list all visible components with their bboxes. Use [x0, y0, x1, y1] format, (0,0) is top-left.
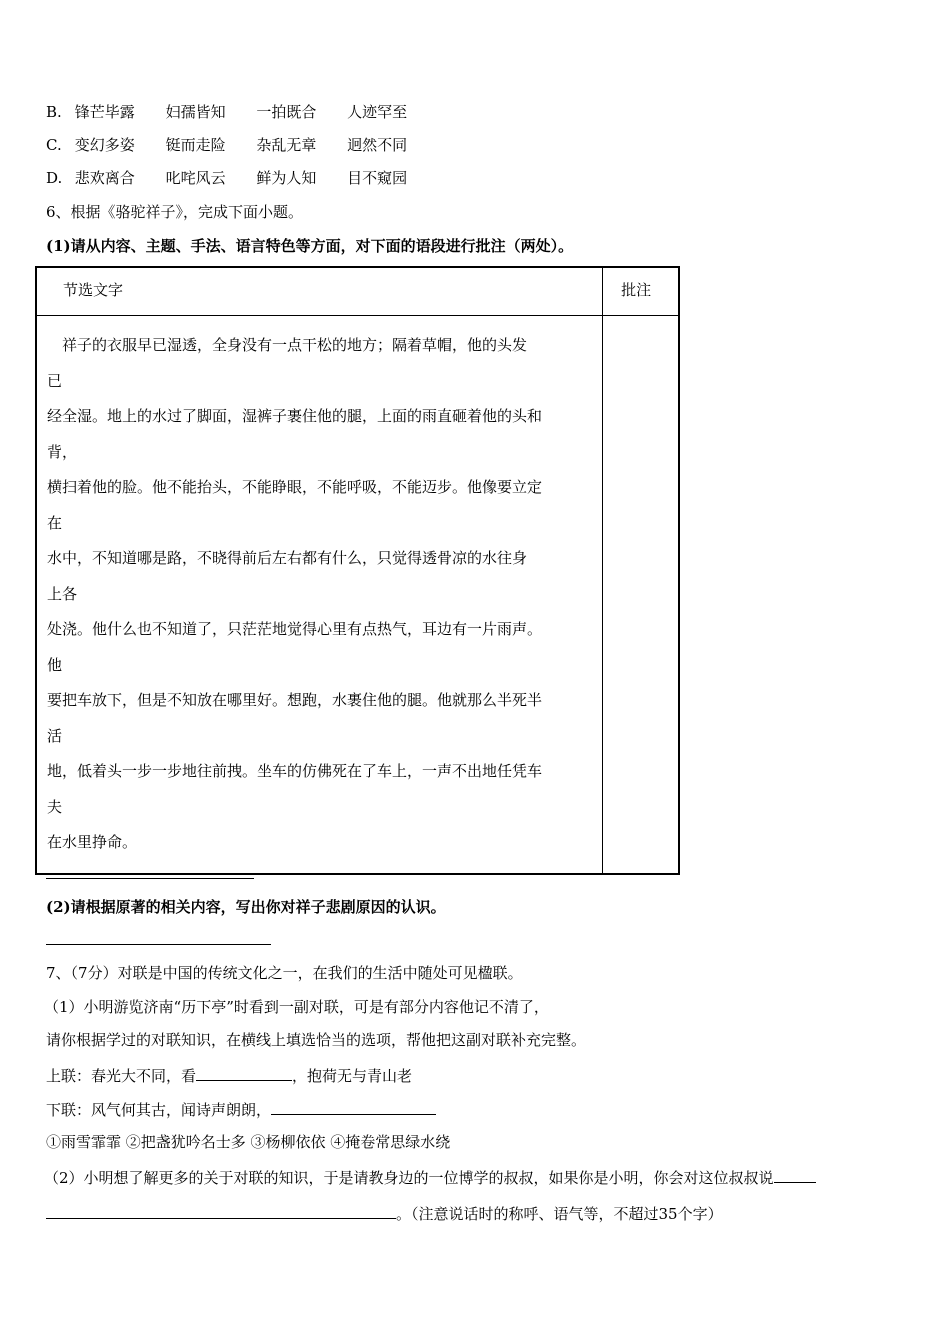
- option-word: 悲欢离合: [74, 169, 135, 187]
- passage-line: 处浇。他什么也不知道了，只茫茫地觉得心里有点热气，耳边有一片雨声。: [47, 620, 543, 638]
- q7-title: 7、（7分）对联是中国的传统文化之一，在我们的生活中随处可见楹联。: [46, 964, 523, 982]
- option-word: 鲜为人知: [256, 169, 317, 187]
- upper-couplet: [46, 1064, 412, 1086]
- upper-couplet-suffix: ，抱荷无与青山老: [292, 1067, 413, 1085]
- annotation-cell[interactable]: [603, 316, 679, 874]
- option-c: [46, 135, 433, 155]
- q6-sub1: (1)请从内容、主题、手法、语言特色等方面，对下面的语段进行批注（两处）。: [46, 237, 574, 255]
- table-header-passage: 节选文字: [36, 267, 603, 316]
- q7-sub1-line1: （1）小明游览济南“历下亭”时看到一副对联，可是有部分内容他记不清了，: [44, 998, 549, 1016]
- q7-sub1-line2: 请你根据学过的对联知识，在横线上填选恰当的选项，帮他把这副对联补充完整。: [46, 1031, 587, 1049]
- answer-line-q6-2[interactable]: [46, 944, 271, 945]
- option-key: C.: [46, 136, 62, 154]
- option-b: [46, 102, 433, 122]
- option-word: 锋芒毕露: [74, 103, 135, 121]
- upper-couplet-blank[interactable]: [196, 1064, 292, 1081]
- option-key: B.: [46, 103, 62, 121]
- q6-sub2: (2)请根据原著的相关内容，写出你对祥子悲剧原因的认识。: [46, 898, 446, 916]
- option-word: 目不窥园: [347, 169, 408, 187]
- option-word: 铤而走险: [165, 136, 226, 154]
- passage-line: 已: [47, 371, 63, 390]
- passage-line: 上各: [47, 584, 78, 603]
- passage-line: 活: [47, 726, 63, 745]
- q7-sub2-answer: [46, 1202, 723, 1224]
- upper-couplet-prefix: 上联：春光大不同，看: [46, 1067, 197, 1085]
- q6-title: 6、根据《骆驼祥子》，完成下面小题。: [46, 203, 304, 221]
- passage-line: 在: [47, 513, 63, 532]
- passage-line: 在水里挣命。: [47, 833, 138, 851]
- option-word: 迥然不同: [347, 136, 408, 154]
- option-key: D.: [46, 169, 63, 187]
- option-word: 变幻多姿: [74, 136, 135, 154]
- passage-line: 要把车放下，但是不知放在哪里好。想跑，水裹住他的腿。他就那么半死半: [47, 691, 543, 709]
- q7-sub2-blank[interactable]: [46, 1202, 396, 1219]
- answer-line-q6-1[interactable]: [46, 878, 254, 879]
- option-word: 一拍既合: [256, 103, 317, 121]
- passage-line: 横扫着他的脸。他不能抬头，不能睁眼，不能呼吸，不能迈步。他像要立定: [47, 478, 543, 496]
- passage-line: 他: [47, 655, 63, 674]
- passage-line: 经全湿。地上的水过了脚面，湿裤子裹住他的腿，上面的雨直砸着他的头和: [47, 407, 543, 425]
- option-word: 杂乱无章: [256, 136, 317, 154]
- q7-sub2: [44, 1166, 816, 1188]
- passage-cell: [36, 316, 603, 874]
- q7-sub2-text: （2）小明想了解更多的关于对联的知识，于是请教身边的一位博学的叔叔，如果你是小明，你会对这位叔叔说: [44, 1169, 774, 1187]
- q7-choices: ①雨雪霏霏 ②把盏犹吟名士多 ③杨柳依依 ④掩卷常思绿水绕: [46, 1133, 451, 1151]
- option-word: 叱咤风云: [165, 169, 226, 187]
- lower-couplet-prefix: 下联：风气何其古，闻诗声朗朗，: [46, 1101, 272, 1119]
- annotation-table: [35, 266, 680, 875]
- passage-line: 夫: [47, 797, 63, 816]
- passage-line: 背，: [47, 442, 78, 461]
- passage-line: 祥子的衣服早已湿透，全身没有一点干松的地方；隔着草帽，他的头发: [47, 336, 528, 354]
- option-word: 人迹罕至: [347, 103, 408, 121]
- lower-couplet: [46, 1098, 436, 1120]
- option-d: [46, 168, 433, 188]
- q7-sub2-note: 。（注意说话时的称呼、语气等，不超过35个字）: [396, 1205, 723, 1223]
- q7-sub2-blank-end[interactable]: [774, 1166, 816, 1183]
- table-header-annotation: 批注: [603, 267, 679, 316]
- lower-couplet-blank[interactable]: [271, 1098, 436, 1115]
- option-word: 妇孺皆知: [165, 103, 226, 121]
- passage-line: 地，低着头一步一步地往前拽。坐车的仿佛死在了车上，一声不出地任凭车: [47, 762, 543, 780]
- passage-line: 水中，不知道哪是路，不晓得前后左右都有什么，只觉得透骨凉的水往身: [47, 549, 528, 567]
